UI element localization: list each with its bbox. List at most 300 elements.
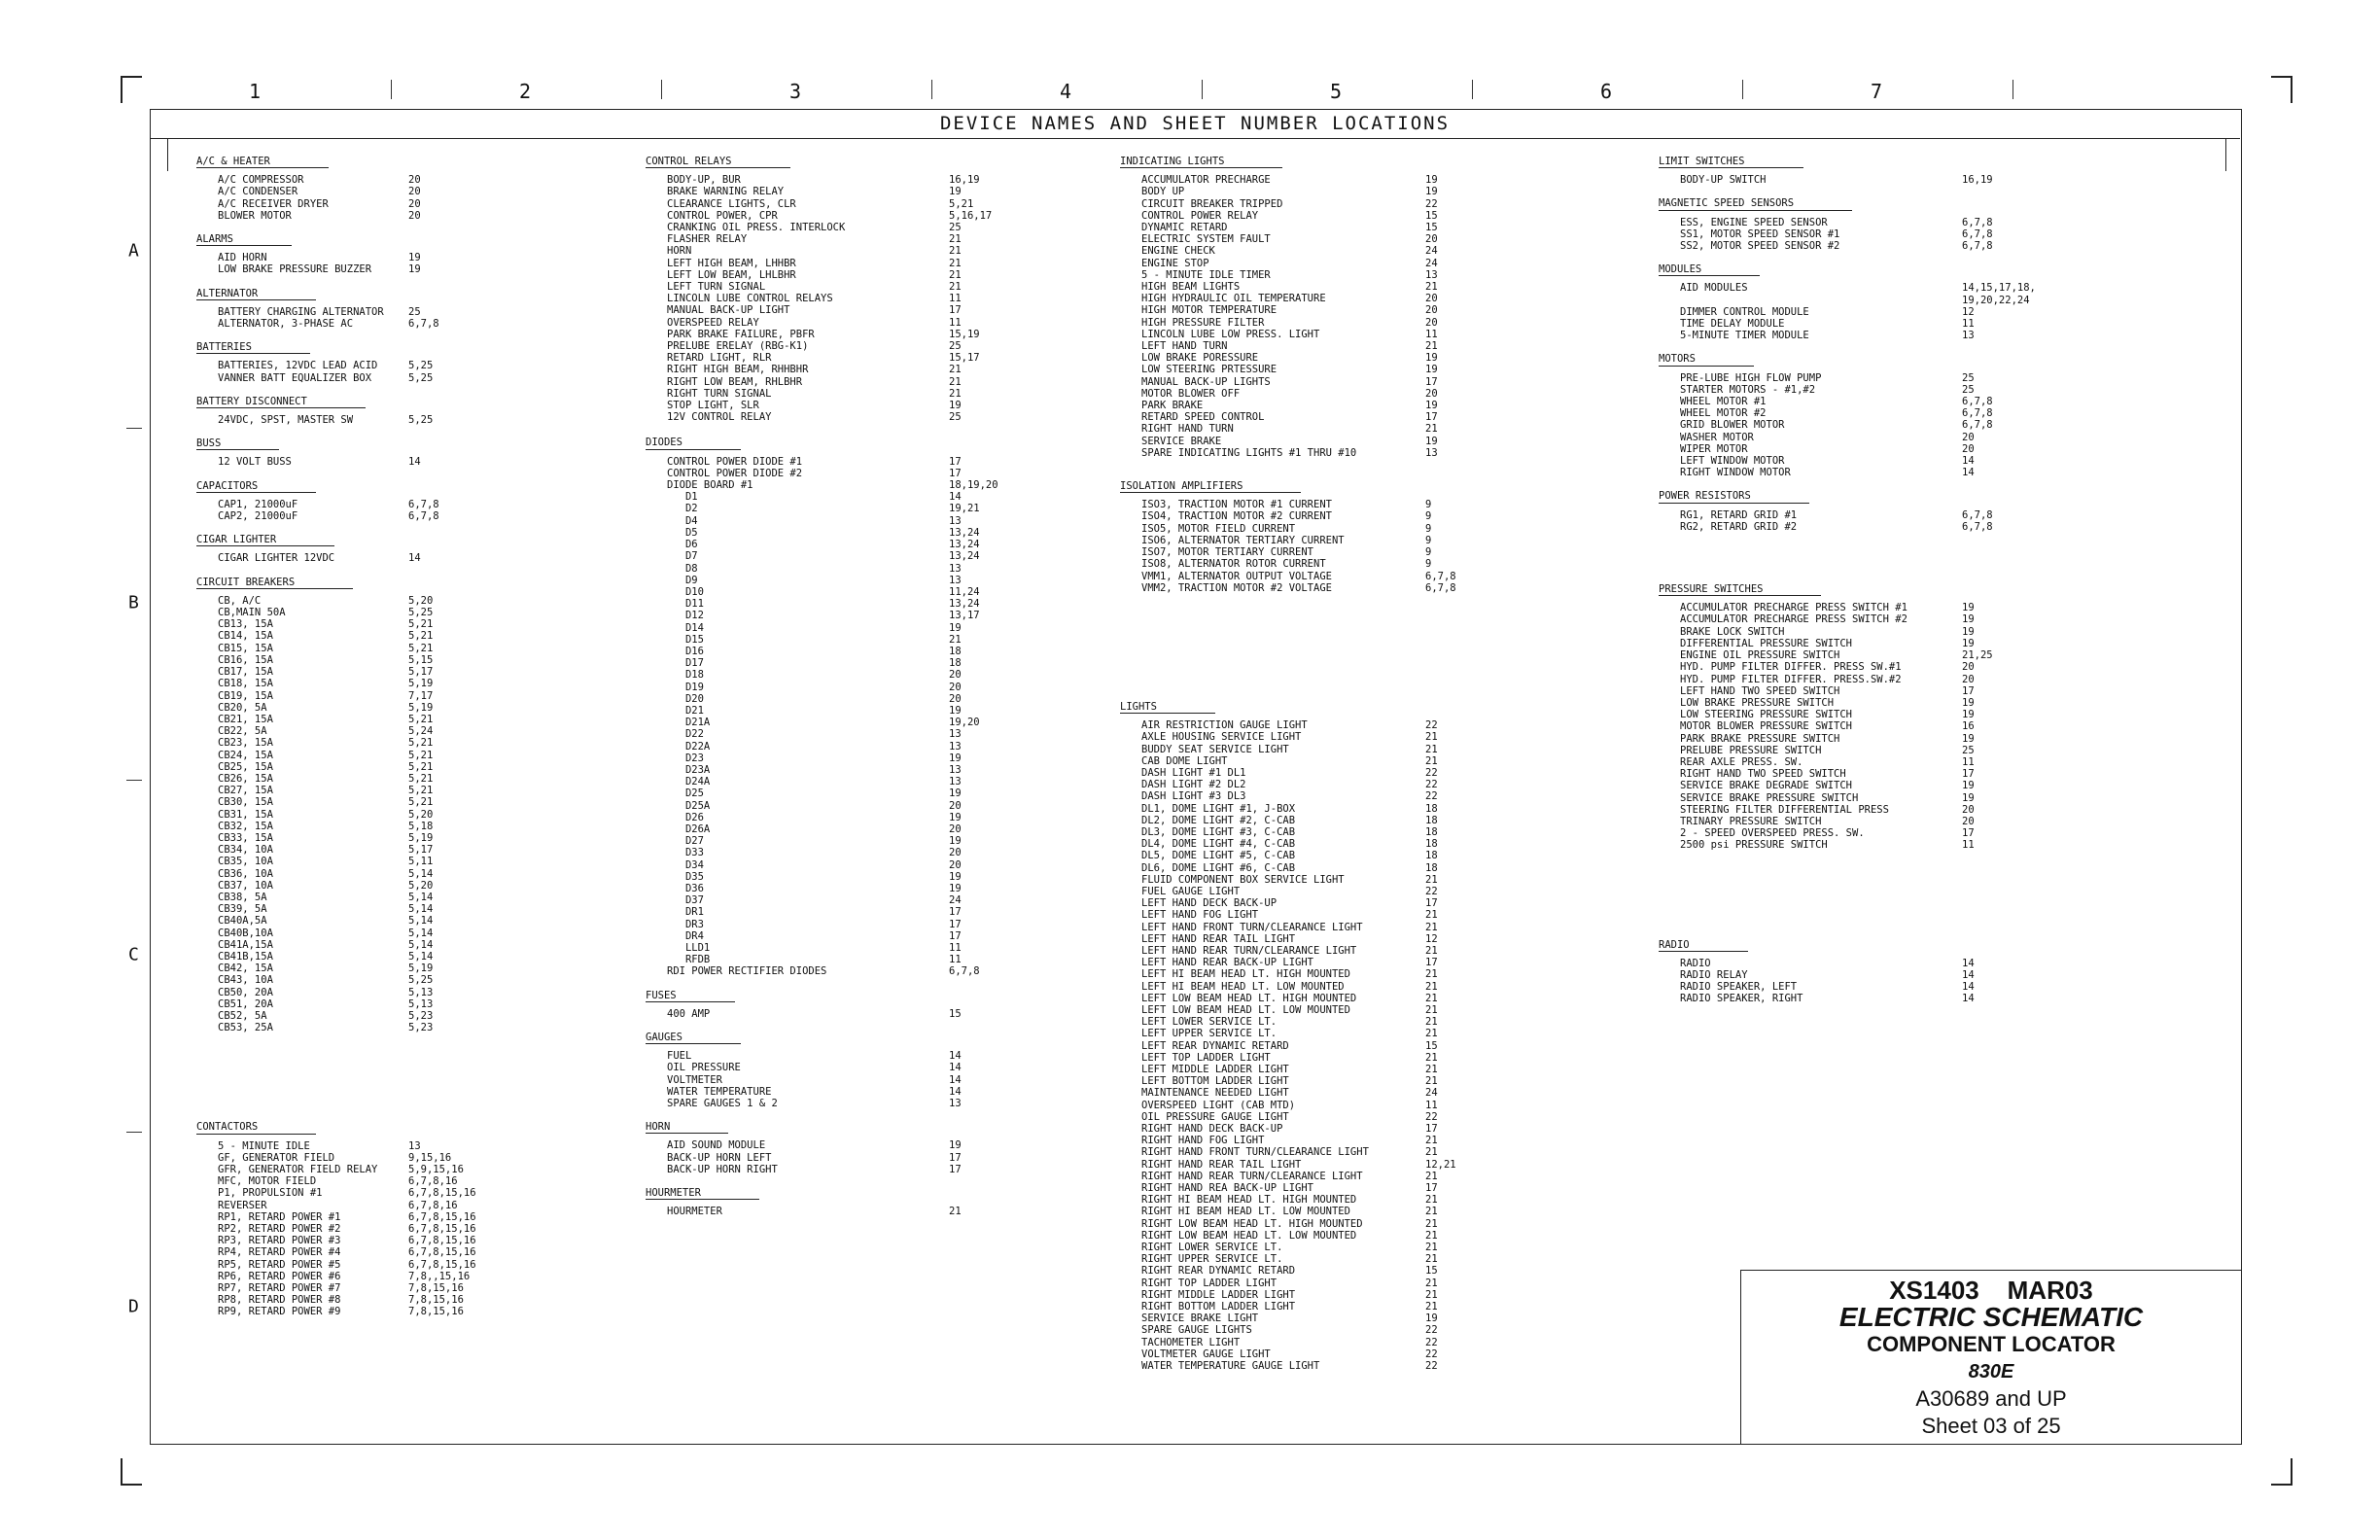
device-name: RIGHT LOWER SERVICE LT. [1141,1242,1283,1254]
device-name: PRELUBE ERELAY (RBG-K1) [667,340,809,353]
device-name: LEFT TOP LADDER LIGHT [1141,1051,1271,1064]
device-row [1120,340,1484,352]
device-row [1659,407,2040,419]
device-name: 2 - SPEED OVERSPEED PRESS. SW. [1680,827,1865,840]
sheet-numbers: 22 [1425,766,1438,779]
device-row [646,233,1017,245]
device-name: TACHOMETER LIGHT [1141,1336,1241,1348]
device-row [646,622,1017,634]
device-name: D4 [667,514,698,527]
sheet-numbers: 13 [408,1139,421,1152]
sheet-numbers: 21 [1425,909,1438,922]
device-row [646,1086,1017,1098]
device-name: WHEEL MOTOR #2 [1680,407,1767,420]
sheet-numbers: 21 [1425,743,1438,755]
device-row [1120,945,1484,957]
device-row [196,1152,467,1164]
device-row [646,575,1017,586]
sheet-numbers: 6,7,8,15,16 [408,1235,476,1247]
device-row [196,987,467,998]
device-row [1659,419,2040,431]
device-row [1659,455,2040,467]
device-row [646,468,1017,479]
device-name: D19 [667,681,704,693]
device-name: CLEARANCE LIGHTS, CLR [667,197,796,210]
device-name: LEFT LOW BEAM HEAD LT. HIGH MOUNTED [1141,992,1357,1004]
sheet-numbers: 19 [1425,174,1438,187]
device-name: CB26, 15A [218,772,273,785]
schematic-title: ELECTRIC SCHEMATIC [1838,1302,2144,1332]
device-name: D22A [667,740,711,752]
sheet-numbers: 11 [1962,318,1975,331]
device-row [646,764,1017,776]
device-row [196,832,467,844]
device-row [196,630,467,642]
device-row [646,586,1017,598]
sheet-numbers: 6,7,8 [1962,396,1993,408]
device-name: D23A [667,763,711,776]
sheet-numbers: 19 [1962,732,1975,745]
sheet-numbers: 9 [1425,510,1432,523]
device-name: AIR RESTRICTION GAUGE LIGHT [1141,719,1308,732]
sheet-numbers: 5,14 [408,867,434,880]
sheet-numbers: 15 [1425,1039,1438,1052]
device-name: AID HORN [218,252,267,264]
device-row [646,1098,1017,1109]
corner-mark-bottom-left [121,1458,142,1486]
device-row [196,1270,471,1282]
device-row [646,388,1017,400]
device-name: GRID BLOWER MOTOR [1680,419,1785,432]
device-name: RIGHT WINDOW MOTOR [1680,467,1791,479]
device-row [646,515,1017,527]
device-row [196,372,467,384]
device-name: CAP2, 21000uF [218,510,298,523]
sheet-numbers: 20 [408,209,421,222]
device-row [646,646,1017,657]
device-name: CIGAR LIGHTER 12VDC [218,552,335,565]
device-name: ACCUMULATOR PRECHARGE PRESS SWITCH #1 [1680,602,1908,614]
device-row [1120,1028,1484,1039]
device-name: SERVICE BRAKE DEGRADE SWITCH [1680,780,1853,792]
sheet-numbers: 21 [949,364,962,376]
device-row [196,666,467,678]
device-name: SPARE INDICATING LIGHTS #1 THRU #10 [1141,446,1357,459]
device-name: RADIO [1680,957,1711,969]
device-row [646,258,1017,269]
device-row [1120,304,1484,316]
device-row [1120,1087,1484,1099]
sheet-numbers: 21 [1425,980,1438,993]
sheet-number: Sheet 03 of 25 [1921,1414,2061,1438]
sheet-numbers: 20 [1962,431,1975,443]
device-row [1659,282,2040,294]
device-name: DR1 [667,906,704,919]
device-row [646,930,1017,942]
device-name: ISO7, MOTOR TERTIARY CURRENT [1141,546,1314,559]
device-row [1120,400,1484,411]
sheet-numbers: 25 [1962,744,1975,756]
sheet-numbers: 17 [1425,897,1438,910]
device-name: D18 [667,669,704,682]
zone-label-top: 2 [518,80,532,103]
sheet-numbers: 24 [1425,257,1438,269]
device-name: DL1, DOME LIGHT #1, J-BOX [1141,802,1296,815]
sheet-numbers: 14 [949,1073,962,1086]
sheet-numbers: 5,21 [408,642,434,654]
device-row [646,634,1017,646]
device-row [1120,364,1484,375]
device-name: CB27, 15A [218,785,273,797]
sheet-numbers: 17 [1425,375,1438,388]
sheet-numbers: 22 [1425,790,1438,803]
device-row [196,725,467,737]
sheet-numbers: 21 [1425,1016,1438,1029]
sheet-numbers: 21 [1425,1288,1438,1301]
sheet-numbers: 21 [1425,1217,1438,1230]
device-section [1120,480,1484,594]
device-name: LEFT HI BEAM HEAD LT. LOW MOUNTED [1141,980,1345,993]
device-row [196,1187,476,1200]
device-row [196,690,467,702]
device-row [646,329,1017,340]
device-name: LEFT LOWER SERVICE LT. [1141,1016,1278,1029]
device-name: CB22, 5A [218,725,267,738]
sheet-numbers: 21 [1425,754,1438,767]
device-name: D25A [667,799,711,812]
sheet-numbers: 9 [1425,546,1432,559]
device-name: RIGHT LOW BEAM HEAD LT. LOW MOUNTED [1141,1229,1357,1242]
sheet-numbers: 21 [949,1206,962,1218]
sheet-numbers: 15,19 [949,328,980,340]
device-row [196,821,467,832]
sheet-numbers: 19 [1962,613,1975,626]
device-name: D34 [667,858,704,871]
device-name: D15 [667,633,704,646]
device-name: BODY UP [1141,186,1185,198]
device-row [196,714,467,725]
device-row [196,1210,476,1223]
sheet-numbers: 5,14 [408,915,434,928]
device-row [646,198,1017,210]
device-name: RP4, RETARD POWER #4 [218,1246,341,1259]
device-name: LEFT BOTTOM LADDER LIGHT [1141,1075,1289,1088]
sheet-numbers: 13,24 [949,539,980,551]
zone-divider [1472,80,1473,99]
device-row [196,1200,467,1211]
device-row [196,499,467,510]
sheet-numbers: 22 [1425,719,1438,732]
device-row [646,1008,1017,1020]
device-name: CB20, 5A [218,701,267,714]
device-name: D22 [667,728,704,741]
device-row [1659,827,2040,839]
device-row [646,491,1017,503]
device-row [196,868,467,880]
zone-label-left: B [128,592,139,613]
device-row [646,174,1017,186]
sheet-numbers: 5,13 [408,998,434,1010]
device-row [1659,432,2040,443]
device-name: RADIO RELAY [1680,968,1748,981]
device-row [1659,993,2040,1004]
zone-divider [931,80,932,99]
device-row [196,252,467,263]
zone-label-top: 3 [788,80,802,103]
device-row [1120,174,1484,186]
device-name: RETARD SPEED CONTROL [1141,411,1265,424]
sheet-numbers: 20 [949,847,962,859]
sheet-numbers: 19 [1962,637,1975,649]
device-name: DR4 [667,929,704,942]
sheet-numbers: 5,21 [408,737,434,750]
device-name: D26A [667,822,711,835]
section-heading: ALARMS [196,233,292,246]
zone-divider [126,1132,142,1133]
sheet-numbers: 21 [1425,1277,1438,1289]
device-row [1659,720,2040,732]
device-row [1120,933,1484,945]
device-name: FLUID COMPONENT BOX SERVICE LIGHT [1141,873,1345,886]
device-row [196,186,467,197]
device-row [1120,1337,1484,1348]
device-row [1120,281,1484,293]
zone-label-top: 1 [248,80,262,103]
device-row [1120,1100,1484,1111]
sheet-numbers: 19 [1425,186,1438,198]
device-row [1120,1278,1484,1289]
device-name: CB42, 15A [218,962,273,975]
sheet-numbers: 6,7,8,16 [408,1199,458,1211]
device-row [646,812,1017,823]
device-name: OVERSPEED RELAY [667,316,759,329]
device-row [646,304,1017,316]
device-row [1120,571,1484,582]
section-heading: LIMIT SWITCHES [1659,156,1803,168]
device-name: RP3, RETARD POWER #3 [218,1235,341,1247]
sheet-numbers: 17 [949,929,962,942]
section-heading: ALTERNATOR [196,288,316,300]
device-row [196,1246,476,1259]
device-row [1120,376,1484,388]
zone-divider [2012,80,2013,99]
device-name: LEFT UPPER SERVICE LT. [1141,1028,1278,1040]
corner-mark-top-right [2271,76,2292,103]
device-name: D21 [667,704,704,717]
device-name: HIGH HYDRAULIC OIL TEMPERATURE [1141,293,1326,305]
sheet-numbers: 22 [1425,1110,1438,1123]
sheet-numbers: 20 [1962,803,1975,816]
device-name: SERVICE BRAKE LIGHT [1141,1312,1259,1325]
section-heading: GAUGES [646,1032,741,1044]
device-row [1120,423,1484,435]
device-name: LEFT HAND FOG LIGHT [1141,909,1259,922]
device-name: D7 [667,550,698,563]
sheet-numbers: 18 [1425,814,1438,826]
device-name: SPARE GAUGES 1 & 2 [667,1098,778,1110]
device-row [1659,733,2040,745]
sheet-numbers: 19 [949,400,962,412]
device-name: REAR AXLE PRESS. SW. [1680,755,1803,768]
device-name: LEFT HAND DECK BACK-UP [1141,897,1278,910]
device-row [196,1010,467,1022]
sheet-numbers: 20 [408,186,421,198]
device-name: D20 [667,692,704,705]
device-name: CB37, 10A [218,879,273,892]
device-name: CRANKING OIL PRESS. INTERLOCK [667,222,846,234]
device-name: CB13, 15A [218,618,273,631]
zone-divider [1202,80,1203,99]
device-row [196,785,467,796]
device-row [196,1294,467,1306]
device-name: DL2, DOME LIGHT #2, C-CAB [1141,814,1296,826]
device-name: WIPER MOTOR [1680,442,1748,455]
sheet-numbers: 17 [949,906,962,919]
device-row [1120,523,1484,535]
device-name: RIGHT HIGH BEAM, RHHBHR [667,364,809,376]
sheet-numbers: 14 [1962,981,1975,994]
device-row [646,942,1017,954]
sheet-numbers: 5,19 [408,831,434,844]
device-row [196,809,467,821]
device-row [1659,509,2040,521]
sheet-numbers: 5,25 [408,974,434,987]
device-row [646,1139,1017,1151]
sheet-numbers: 9 [1425,558,1432,571]
device-row [196,903,467,915]
sheet-numbers: 20 [1962,661,1975,674]
device-row [1659,174,2040,186]
sheet-numbers: 19 [1425,1312,1438,1325]
zone-label-left: C [128,944,139,965]
sheet-numbers: 7,8,,15,16 [408,1270,471,1282]
device-name: BATTERY CHARGING ALTERNATOR [218,305,384,318]
device-row [646,1206,1017,1217]
device-column [1659,156,2040,1017]
sheet-numbers: 6,7,8 [1962,240,1993,253]
device-name: LEFT REAR DYNAMIC RETARD [1141,1039,1289,1052]
device-name: CONTROL POWER DIODE #2 [667,467,803,479]
sheet-numbers: 17 [949,1163,962,1175]
sheet-numbers: 6,7,8 [1962,419,1993,432]
sheet-numbers: 19 [949,1139,962,1152]
device-name: RP6, RETARD POWER #6 [218,1270,341,1282]
device-name: LEFT TURN SIGNAL [667,281,766,294]
device-name: VANNER BATT EQUALIZER BOX [218,371,372,384]
device-row [1120,245,1484,257]
sheet-numbers: 6,7,8 [408,510,439,523]
device-name: PARK BRAKE PRESSURE SWITCH [1680,732,1840,745]
device-name: HOURMETER [667,1206,722,1218]
sheet-numbers: 18 [1425,850,1438,862]
sheet-numbers: 6,7,8 [1425,581,1456,594]
device-name: BUDDY SEAT SERVICE LIGHT [1141,743,1289,755]
sheet-numbers: 20 [1425,304,1438,317]
sheet-numbers: 12,21 [1425,1158,1456,1171]
device-name: LEFT LOW BEAM HEAD LT. LOW MOUNTED [1141,1003,1350,1016]
device-name: OIL PRESSURE GAUGE LIGHT [1141,1110,1289,1123]
device-row [1120,744,1484,755]
device-name: CB18, 15A [218,678,273,690]
device-row [196,1223,476,1236]
sheet-numbers: 11 [949,954,962,966]
device-name: CB16, 15A [218,653,273,666]
device-row [1659,613,2040,625]
sheet-numbers: 17 [1425,411,1438,424]
device-name: VMM2, TRACTION MOTOR #2 VOLTAGE [1141,581,1332,594]
device-row [1120,767,1484,779]
device-name: BACK-UP HORN LEFT [667,1151,772,1164]
sheet-numbers: 13 [1962,330,1975,342]
device-name: AXLE HOUSING SERVICE LIGHT [1141,731,1302,744]
sheet-numbers: 5,21 [408,772,434,785]
device-name: ENGINE STOP [1141,257,1209,269]
device-name: D27 [667,835,704,848]
device-name: GF, GENERATOR FIELD [218,1151,335,1164]
device-name: RP5, RETARD POWER #5 [218,1258,341,1271]
device-row [646,752,1017,764]
device-name: RETARD LIGHT, RLR [667,352,772,365]
device-row [646,847,1017,858]
device-row [646,954,1017,965]
device-name: LEFT HAND FRONT TURN/CLEARANCE LIGHT [1141,921,1363,933]
device-row [1120,499,1484,510]
device-row [1120,1159,1484,1171]
sheet-numbers: 9 [1425,534,1432,546]
device-name: RG1, RETARD GRID #1 [1680,508,1798,521]
device-row [646,411,1017,423]
sheet-numbers: 20 [408,174,421,187]
device-row [1659,756,2040,768]
device-name: VOLTMETER [667,1073,722,1086]
device-name: D37 [667,894,704,907]
sheet-numbers: 9 [1425,499,1432,511]
device-name: DASH LIGHT #1 DL1 [1141,766,1246,779]
device-row [646,376,1017,388]
device-row [646,400,1017,411]
device-name: OIL PRESSURE [667,1062,741,1074]
device-name: LEFT HAND REAR TAIL LIGHT [1141,932,1296,945]
device-name: VMM1, ALTERNATOR OUTPUT VOLTAGE [1141,570,1332,582]
device-row [1659,330,2040,341]
device-row [1120,826,1484,838]
sheet-numbers: 5,23 [408,1022,434,1034]
device-row [196,939,467,951]
device-name: ISO5, MOTOR FIELD CURRENT [1141,522,1296,535]
section-heading: CONTACTORS [196,1121,316,1134]
device-row [646,823,1017,835]
device-name: ACCUMULATOR PRECHARGE PRESS SWITCH #2 [1680,613,1908,626]
sheet-numbers: 14 [1962,957,1975,969]
device-row [1659,467,2040,478]
device-row [1120,719,1484,731]
device-section [196,341,467,384]
device-name: CB40A,5A [218,915,267,928]
device-name: 24VDC, SPST, MASTER SW [218,414,354,427]
zone-label-top: 6 [1599,80,1613,103]
sheet-numbers: 21 [1425,1253,1438,1266]
sheet-numbers: 6,7,8 [949,965,980,978]
sheet-numbers: 5,14 [408,950,434,962]
section-heading: CIGAR LIGHTER [196,534,334,546]
drawing-number: XS1403 MAR03 [1889,1276,2093,1305]
device-row [1120,874,1484,886]
sheet-numbers: 7,17 [408,689,434,702]
device-row [646,539,1017,550]
device-name: RADIO SPEAKER, LEFT [1680,981,1798,994]
sheet-numbers: 5,11 [408,856,434,868]
section-heading: BATTERY DISCONNECT [196,396,366,408]
